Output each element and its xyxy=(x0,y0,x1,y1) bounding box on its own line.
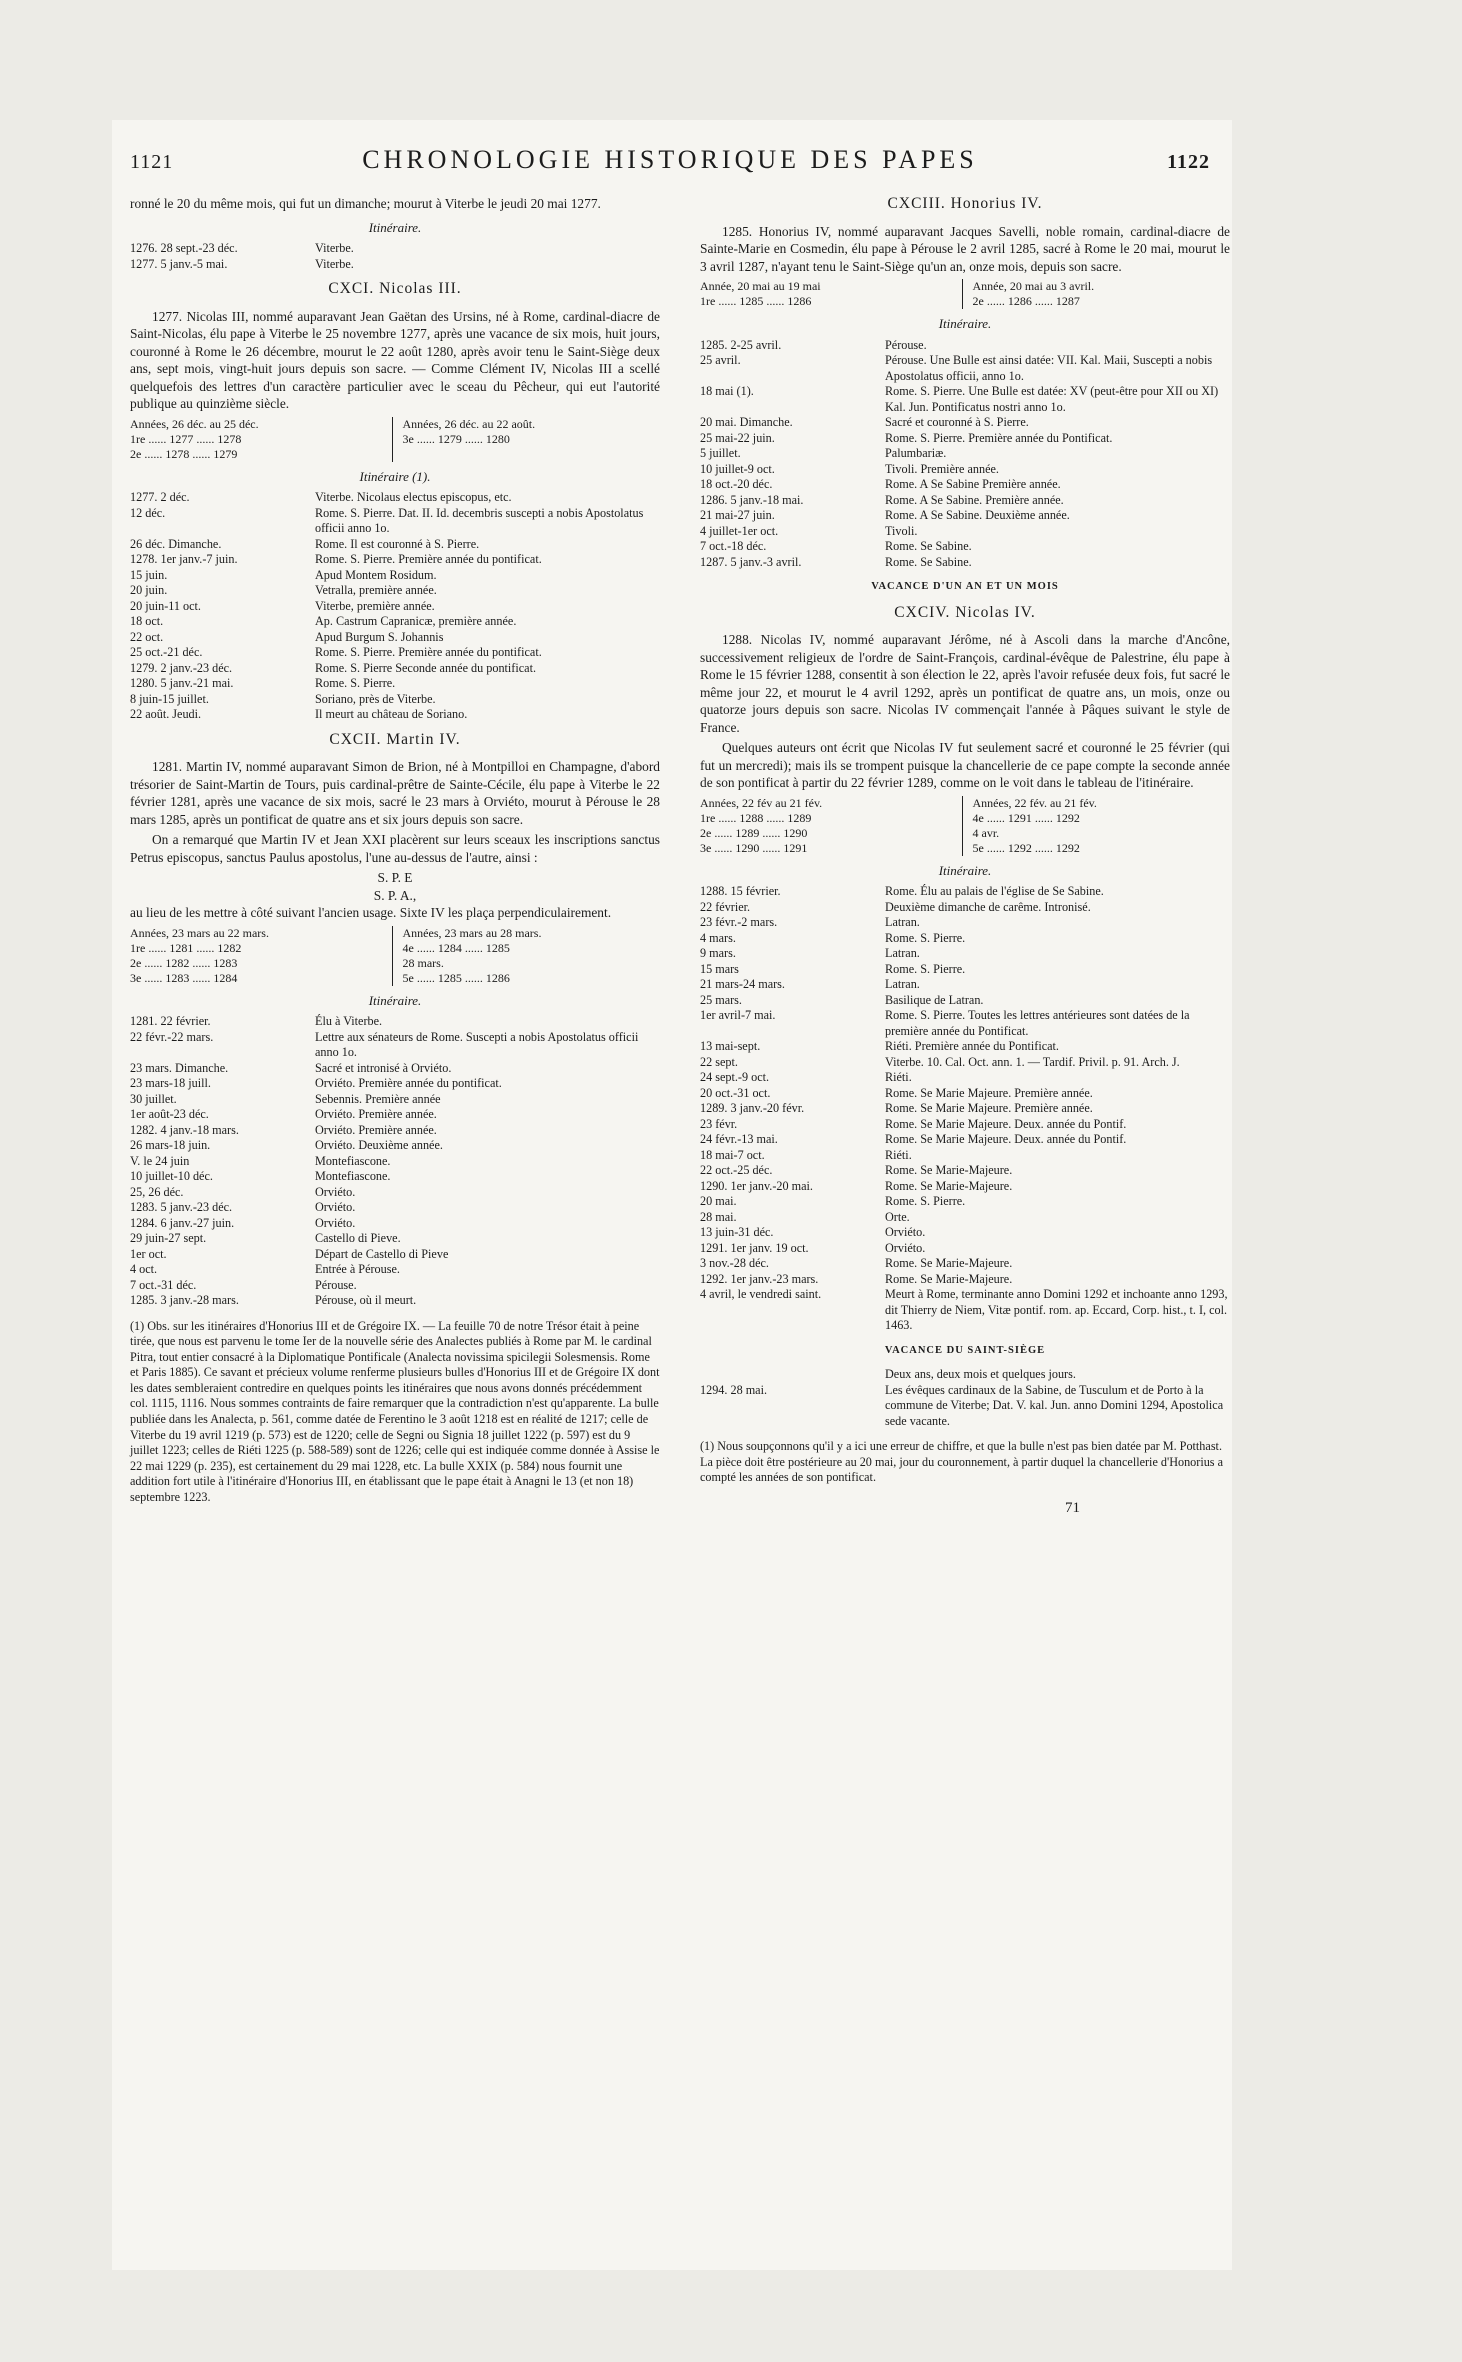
itinerary-row xyxy=(130,630,660,646)
itinerary-row xyxy=(130,1231,660,1247)
itinerary-row xyxy=(130,1262,660,1278)
seal-inscription-2: S. P. A., xyxy=(373,887,417,903)
itinerary-place: Rome. Se Sabine. xyxy=(885,539,972,553)
itinerary-date: 26 mars-18 juin. xyxy=(130,1138,211,1152)
itinerary-place: Castello di Pieve. xyxy=(315,1231,401,1245)
section-title: CXCI. Nicolas III. xyxy=(328,280,462,297)
itinerary-date: 1281. 22 février. xyxy=(130,1014,211,1028)
itinerary-row xyxy=(130,568,660,584)
itinerary-place: Palumbariæ. xyxy=(885,446,947,460)
running-title: CHRONOLOGIE HISTORIQUE DES PAPES xyxy=(362,145,978,174)
itinerary-row xyxy=(130,490,660,506)
itinerary-date: 4 oct. xyxy=(130,1262,158,1276)
years-table-row: 3e ...... 1279 ...... 1280 xyxy=(402,431,510,446)
itinerary-row xyxy=(700,931,1230,947)
itinerary-row xyxy=(130,1138,660,1154)
itinerary-place: Rome. S. Pierre. Dat. II. Id. decembris suscepti a nobis Apostolatus officii anno 1o. xyxy=(315,505,644,535)
itinerary-date: 13 juin-31 déc. xyxy=(700,1225,774,1239)
itinerary-row xyxy=(700,1055,1230,1071)
years-table-row: 1re ...... 1277 ...... 1278 xyxy=(130,431,242,446)
itinerary-date: 18 mai (1). xyxy=(700,384,754,398)
years-table-left xyxy=(700,279,963,309)
itinerary-place: Viterbe. Nicolaus electus episcopus, etc. xyxy=(315,490,512,504)
itinerary-place: Deux ans, deux mois et quelques jours. xyxy=(885,1367,1076,1381)
years-table-right xyxy=(963,796,1231,856)
itinerary-date: V. le 24 juin xyxy=(130,1153,190,1168)
itinerary-date: 1278. 1er janv.-7 juin. xyxy=(130,552,238,566)
itinerary-row xyxy=(700,1086,1230,1102)
itinerary-place: Tivoli. xyxy=(885,523,918,538)
itinerary-date: 23 mars. Dimanche. xyxy=(130,1060,229,1075)
itinerary-row xyxy=(700,539,1230,555)
itinerary-row xyxy=(700,1272,1230,1288)
itinerary-row xyxy=(130,1200,660,1216)
years-table-row: 2e ...... 1282 ...... 1283 xyxy=(130,955,238,970)
itinerary-row xyxy=(700,431,1230,447)
itinerary-list xyxy=(700,884,1230,1334)
itinerary-row xyxy=(700,1383,1230,1430)
itinerary-place: Pérouse. xyxy=(315,1277,357,1292)
itinerary-place: Rome. A Se Sabine Première année. xyxy=(885,477,1061,491)
itinerary-place: Deuxième dimanche de carême. Intronisé. xyxy=(885,899,1091,914)
itinerary-date: 20 juin-11 oct. xyxy=(130,598,201,613)
itinerary-row xyxy=(700,977,1230,993)
seal-inscription-1: S. P. E xyxy=(377,870,413,885)
years-table-row: 3e ...... 1290 ...... 1291 xyxy=(700,840,808,855)
itinerary-place: Viterbe, première année. xyxy=(315,598,435,613)
itinerary-date: 22 oct.-25 déc. xyxy=(700,1163,773,1177)
itinerary-row xyxy=(700,900,1230,916)
right-column xyxy=(700,195,1230,1517)
itinerary-row xyxy=(130,1154,660,1170)
itinerary-date: 1er avril-7 mai. xyxy=(700,1008,776,1022)
itinerary-place: Orviéto. Première année. xyxy=(315,1107,437,1121)
itinerary-row xyxy=(700,946,1230,962)
itinerary-row xyxy=(700,1039,1230,1055)
itinerary-row xyxy=(700,524,1230,540)
itinerary-row xyxy=(700,962,1230,978)
itinerary-place: Orviéto. xyxy=(315,1200,356,1214)
years-table-row: 2e ...... 1278 ...... 1279 xyxy=(130,446,238,461)
itinerary-date: 25 oct.-21 déc. xyxy=(130,645,203,659)
page-header xyxy=(130,145,1210,185)
itinerary-date: 10 juillet-10 déc. xyxy=(130,1169,213,1183)
itinerary-heading: Itinéraire. xyxy=(368,219,422,235)
itinerary-place: Rome. A Se Sabine. Première année. xyxy=(885,492,1064,507)
itinerary-place: Viterbe. xyxy=(315,241,354,255)
itinerary-row xyxy=(700,353,1230,384)
itinerary-row xyxy=(700,384,1230,415)
itinerary-date: 1277. 2 déc. xyxy=(130,490,190,504)
itinerary-date: 23 févr.-2 mars. xyxy=(700,915,778,929)
itinerary-row xyxy=(130,537,660,553)
itinerary-date: 15 juin. xyxy=(130,567,168,582)
itinerary-place: Latran. xyxy=(885,977,920,991)
itinerary-place: Rome. S. Pierre. xyxy=(885,1194,966,1208)
itinerary-place: Riéti. xyxy=(885,1070,912,1084)
itinerary-place: Rome. Se Sabine. xyxy=(885,554,972,569)
itinerary-place: Rome. S. Pierre. xyxy=(885,961,966,976)
itinerary-place: Viterbe. 10. Cal. Oct. ann. 1. — Tardif. Privil. p. 91. Arch. J. xyxy=(885,1054,1180,1069)
itinerary-place: Rome. Se Marie Majeure. Première année. xyxy=(885,1101,1093,1115)
itinerary-date: 1288. 15 février. xyxy=(700,884,781,898)
itinerary-place: Basilique de Latran. xyxy=(885,992,984,1007)
itinerary-date: 12 déc. xyxy=(130,505,166,520)
itinerary-place: Latran. xyxy=(885,946,920,960)
itinerary-row xyxy=(700,1210,1230,1226)
itinerary-place: Rome. A Se Sabine. Deuxième année. xyxy=(885,508,1070,522)
itinerary-date: 28 mai. xyxy=(700,1209,737,1224)
itinerary-place: Orviéto. xyxy=(885,1240,926,1255)
itinerary-place: Apud Montem Rosidum. xyxy=(315,567,437,582)
itinerary-row xyxy=(700,1163,1230,1179)
itinerary-place: Rome. Se Marie Majeure. Deux. année du Pontif. xyxy=(885,1116,1127,1131)
years-table-right xyxy=(963,279,1231,309)
itinerary-date: 25 mai-22 juin. xyxy=(700,430,775,445)
itinerary-date: 22 sept. xyxy=(700,1054,738,1069)
itinerary-heading: Itinéraire. xyxy=(368,992,422,1008)
itinerary-date: 20 juin. xyxy=(130,583,168,597)
years-table-row: 1re ...... 1285 ...... 1286 xyxy=(700,294,812,308)
section-paragraph: On a remarqué que Martin IV et Jean XXI placèrent sur leurs sceaux les inscriptions sanctus Petrus episcopus, sanctus Paulus apostolus, l'une au-dessus de l'autre, ainsi : xyxy=(130,832,660,865)
itinerary-row xyxy=(130,257,660,273)
page-number-left: 1121 xyxy=(130,151,174,173)
itinerary-row xyxy=(130,1076,660,1092)
itinerary-date: 1276. 28 sept.-23 déc. xyxy=(130,241,238,255)
itinerary-date: 1er oct. xyxy=(130,1246,167,1261)
vacancy-note: VACANCE D'UN AN ET UN MOIS xyxy=(871,581,1059,592)
itinerary-date: 1286. 5 janv.-18 mai. xyxy=(700,492,804,507)
itinerary-place: Orviéto. Deuxième année. xyxy=(315,1138,443,1152)
itinerary-heading: Itinéraire. xyxy=(938,862,992,878)
itinerary-place: Rome. S. Pierre. xyxy=(315,676,396,690)
footnote: (1) Obs. sur les itinéraires d'Honorius III et de Grégoire IX. — La feuille 70 de notre Trésor était à peine tirée, que nous est parvenu le tome Ier de la nouvelle série des Analectes publiés à Rome par M. le cardinal Pitra, tout entier consacré à la Diplomatique Pontificale (Analecta novissima spicilegii Solesmensis. Rome et Paris 1885). Ce savant et précieux volume renferme plusieurs bulles d'Honorius III et de Grégoire IX dont les dates sembleraient contredire en quelques points les itinéraires que nous avons donnés précédemment col. 1115, 1116. Nous sommes contraints de faire remarquer que la contradiction n'est qu'apparente. La bulle publiée dans les Analecta, p. 561, comme datée de Ferentino le 3 août 1218 est en réalité de 1217; celle de Viterbe du 19 avril 1219 (p. 573) est de 1220; celle de Segni ou Signia 18 juillet 1222 (p. 597) est du 9 juillet 1223; celles de Riéti 1225 (p. 588-589) sont de 1226; celle qui est indiquée comme donnée à Assise le 22 mai 1229 (p. 235), est certainement du 29 mai 1228, etc. La bulle XXIX (p. 584) nous fournit une addition fort utile à l'itinéraire d'Honorius III, en établissant que le pape était à Anagni le 13 (et non 18) septembre 1223. xyxy=(130,1318,660,1505)
vacancy-note: VACANCE DU SAINT-SIÈGE xyxy=(884,1344,1046,1356)
years-table xyxy=(700,279,1230,309)
itinerary-date: 1285. 2-25 avril. xyxy=(700,337,782,352)
itinerary-date: 7 oct.-18 déc. xyxy=(700,539,767,553)
itinerary-date: 26 déc. Dimanche. xyxy=(130,536,222,551)
years-table-head: Années, 26 déc. au 25 déc. xyxy=(130,416,259,431)
years-table-row: 1re ...... 1288 ...... 1289 xyxy=(700,810,812,825)
section-title: CXCII. Martin IV. xyxy=(329,730,461,748)
itinerary-place: Montefiascone. xyxy=(315,1153,391,1168)
itinerary-row xyxy=(700,1132,1230,1148)
page-number-right: 1122 xyxy=(1167,151,1210,173)
itinerary-row xyxy=(700,1241,1230,1257)
years-table-head: Années, 23 mars au 22 mars. xyxy=(130,925,269,940)
itinerary-row xyxy=(130,1030,660,1061)
signature-marker: 71 xyxy=(1065,1499,1080,1516)
itinerary-place: Rome. S. Pierre. Première année du pontificat. xyxy=(315,645,542,659)
itinerary-date: 18 mai-7 oct. xyxy=(700,1147,765,1162)
itinerary-date: 21 mars-24 mars. xyxy=(700,977,785,991)
itinerary-place: Soriano, près de Viterbe. xyxy=(315,691,436,706)
itinerary-list xyxy=(700,338,1230,571)
itinerary-row xyxy=(130,1123,660,1139)
years-table-row: 28 mars. xyxy=(402,955,444,970)
itinerary-row xyxy=(700,915,1230,931)
itinerary-date: 1285. 3 janv.-28 mars. xyxy=(130,1293,239,1307)
section-paragraph: 1281. Martin IV, nommé auparavant Simon de Brion, né à Montpilloi en Champagne, d'abord trésorier de Saint-Martin de Tours, puis cardinal-prêtre de Sainte-Cécile, élu pape à Viterbe le 22 février 1281, après une vacance de six mois, sacré le 23 mars à Orviéto, mourut à Pérouse le 28 mars 1285, après un pontificat de quatre ans et six jours depuis son sacre. xyxy=(130,759,660,827)
itinerary-row xyxy=(700,1194,1230,1210)
years-table xyxy=(130,417,660,462)
itinerary-row xyxy=(130,1185,660,1201)
itinerary-heading: Itinéraire (1). xyxy=(359,468,431,484)
itinerary-row xyxy=(130,1278,660,1294)
itinerary-date xyxy=(700,1367,885,1383)
itinerary-date: 20 mai. xyxy=(700,1194,737,1208)
itinerary-date: 1er août-23 déc. xyxy=(130,1107,209,1121)
itinerary-date: 20 oct.-31 oct. xyxy=(700,1085,771,1100)
section-title: CXCIV. Nicolas IV. xyxy=(894,603,1036,621)
itinerary-row xyxy=(700,1287,1230,1334)
itinerary-date: 25, 26 déc. xyxy=(130,1184,184,1199)
itinerary-row xyxy=(130,1014,660,1030)
itinerary-row xyxy=(700,555,1230,571)
itinerary-date: 1292. 1er janv.-23 mars. xyxy=(700,1271,819,1286)
itinerary-date: 4 juillet-1er oct. xyxy=(700,523,779,538)
itinerary-row xyxy=(130,645,660,661)
itinerary-row xyxy=(130,1107,660,1123)
itinerary-date: 1277. 5 janv.-5 mai. xyxy=(130,256,228,271)
years-table-row: 5e ...... 1285 ...... 1286 xyxy=(402,970,510,985)
itinerary-place: Rome. S. Pierre Seconde année du pontificat. xyxy=(315,660,537,675)
intro-paragraph: ronné le 20 du même mois, qui fut un dimanche; mourut à Viterbe le jeudi 20 mai 1277. xyxy=(130,196,601,211)
itinerary-row xyxy=(700,1367,1230,1383)
itinerary-row xyxy=(700,1117,1230,1133)
itinerary-date: 18 oct. xyxy=(130,614,164,628)
itinerary-row xyxy=(130,707,660,723)
itinerary-list xyxy=(130,490,660,723)
left-column xyxy=(130,195,660,1506)
years-table-row: 2e ...... 1289 ...... 1290 xyxy=(700,825,808,840)
itinerary-place: Orviéto. Première année du pontificat. xyxy=(315,1076,502,1090)
itinerary-date: 3 nov.-28 déc. xyxy=(700,1256,769,1270)
itinerary-row xyxy=(130,599,660,615)
itinerary-date: 10 juillet-9 oct. xyxy=(700,461,775,476)
itinerary-row xyxy=(130,583,660,599)
years-table-row: 4e ...... 1291 ...... 1292 xyxy=(972,810,1080,825)
years-table-row: 4e ...... 1284 ...... 1285 xyxy=(402,940,510,955)
itinerary-place: Départ de Castello di Pieve xyxy=(315,1246,449,1261)
footnote: (1) Nous soupçonnons qu'il y a ici une erreur de chiffre, et que la bulle n'est pas bien datée par M. Potthast. La pièce doit être postérieure au 20 mai, jour du couronnement, à partir duquel la chancellerie d'Honorius a compté les années de son pontificat. xyxy=(700,1439,1224,1485)
itinerary-date: 1280. 5 janv.-21 mai. xyxy=(130,676,234,690)
itinerary-row xyxy=(700,338,1230,354)
itinerary-place: Montefiascone. xyxy=(315,1169,391,1183)
itinerary-place: Ap. Castrum Capranicæ, première année. xyxy=(315,614,517,628)
itinerary-place: Rome. Se Marie-Majeure. xyxy=(885,1271,1013,1286)
itinerary-date: 5 juillet. xyxy=(700,446,741,460)
itinerary-place: Élu à Viterbe. xyxy=(315,1014,383,1028)
itinerary-place: Rome. S. Pierre. Première année du pontificat. xyxy=(315,552,542,566)
itinerary-row xyxy=(130,1092,660,1108)
itinerary-place: Rome. S. Pierre. Toutes les lettres antérieures sont datées de la première année du Pontificat. xyxy=(885,1008,1190,1038)
itinerary-date: 15 mars xyxy=(700,961,739,976)
itinerary-date: 13 mai-sept. xyxy=(700,1039,761,1053)
section-paragraph: Quelques auteurs ont écrit que Nicolas IV fut seulement sacré et couronné le 25 février (qui fut un mercredi); mais ils se trompent puisque la chancellerie de ce pape compte la seconde année de son pontificat à partir du 22 février 1289, comme on le voit dans le tableau de l'itinéraire. xyxy=(700,740,1230,790)
itinerary-date: 23 févr. xyxy=(700,1116,738,1131)
years-table-left xyxy=(130,417,393,462)
itinerary-date: 20 mai. Dimanche. xyxy=(700,415,793,429)
itinerary-date: 18 oct.-20 déc. xyxy=(700,477,773,491)
years-table xyxy=(700,796,1230,856)
itinerary-place: Rome. Se Marie Majeure. Première année. xyxy=(885,1085,1093,1100)
itinerary-place: Il meurt au château de Soriano. xyxy=(315,707,468,721)
section-paragraph: 1288. Nicolas IV, nommé auparavant Jérôme, né à Ascoli dans la marche d'Ancône, successivement religieux de l'ordre de Saint-François, cardinal-évêque de Palestrine, élu pape à Rome le 15 février 1288, consentit à son élection le 22, après l'avoir refusée deux fois, fut sacré le même jour 22, et mourut le 4 avril 1292, après un pontificat de quatre ans, un mois, onze ou quatorze jours depuis son sacre. Nicolas IV commençait l'année à Pâques suivant le style de France. xyxy=(700,632,1230,735)
itinerary-date: 24 sept.-9 oct. xyxy=(700,1070,770,1084)
itinerary-place: Rome. Se Marie-Majeure. xyxy=(885,1256,1013,1270)
itinerary-place: Orviéto. xyxy=(315,1184,356,1199)
itinerary-date: 1282. 4 janv.-18 mars. xyxy=(130,1122,239,1137)
itinerary-place: Meurt à Rome, terminante anno Domini 1292 et inchoante anno 1293, dit Thierry de Niem, Vitæ pontif. rom. ap. Eccard, Corp. hist., t. I, col. 1463. xyxy=(885,1287,1228,1332)
years-table-row: 3e ...... 1283 ...... 1284 xyxy=(130,970,238,985)
section-paragraph: 1277. Nicolas III, nommé auparavant Jean Gaëtan des Ursins, né à Rome, cardinal-diacre de Saint-Nicolas, élu pape à Viterbe le 25 novembre 1277, après une vacance de six mois, huit jours, couronné à Rome le 26 décembre, mourut le 22 août 1280, après avoir tenu le Saint-Siège deux ans, sept mois, vingt-huit jours depuis son sacre. — Comme Clément IV, Nicolas III a scellé quelquefois des lettres d'un caractère particulier avec le sceau du Pêcheur, qui eut l'autorité publique au quinzième siècle. xyxy=(130,308,660,411)
itinerary-row xyxy=(700,1070,1230,1086)
itinerary-list xyxy=(700,1367,1230,1429)
itinerary-place: Les évêques cardinaux de la Sabine, de Tusculum et de Porto à la commune de Viterbe; Dat. V. kal. Jun. anno Domini 1294, Apostolica sede vacante. xyxy=(885,1382,1224,1428)
itinerary-place: Sebennis. Première année xyxy=(315,1091,441,1106)
years-table-head: Années, 26 déc. au 22 août. xyxy=(402,416,536,431)
itinerary-date: 4 avril, le vendredi saint. xyxy=(700,1287,822,1301)
section-title: CXCIII. Honorius IV. xyxy=(887,195,1043,212)
itinerary-row xyxy=(130,692,660,708)
itinerary-row xyxy=(700,1148,1230,1164)
itinerary-row xyxy=(130,1247,660,1263)
itinerary-row xyxy=(700,446,1230,462)
itinerary-date: 22 août. Jeudi. xyxy=(130,707,202,721)
itinerary-place: Rome. Se Marie-Majeure. xyxy=(885,1178,1013,1193)
itinerary-row xyxy=(130,552,660,568)
itinerary-place: Orviéto. xyxy=(885,1225,926,1239)
itinerary-row xyxy=(130,1216,660,1232)
itinerary-place: Viterbe. xyxy=(315,256,354,271)
itinerary-place: Riéti. Première année du Pontificat. xyxy=(885,1039,1059,1053)
itinerary-date: 1289. 3 janv.-20 févr. xyxy=(700,1101,805,1115)
years-table-row: 2e ...... 1286 ...... 1287 xyxy=(972,294,1080,308)
itinerary-row xyxy=(700,493,1230,509)
itinerary-place: Entrée à Pérouse. xyxy=(315,1262,400,1276)
itinerary-place: Latran. xyxy=(885,915,920,929)
itinerary-row xyxy=(700,477,1230,493)
itinerary-date: 29 juin-27 sept. xyxy=(130,1231,207,1245)
years-table-head: Année, 20 mai au 19 mai xyxy=(700,279,821,293)
years-table-row: 4 avr. xyxy=(972,825,1000,840)
itinerary-place: Apud Burgum S. Johannis xyxy=(315,629,444,644)
itinerary-date: 1279. 2 janv.-23 déc. xyxy=(130,660,233,675)
itinerary-row xyxy=(130,1061,660,1077)
itinerary-place: Vetralla, première année. xyxy=(315,583,437,597)
itinerary-date: 7 oct.-31 déc. xyxy=(130,1277,197,1292)
itinerary-place: Rome. Se Marie-Majeure. xyxy=(885,1163,1013,1177)
years-table-head: Années, 22 fév. au 21 fév. xyxy=(972,795,1097,810)
years-table xyxy=(130,926,660,986)
itinerary-row xyxy=(130,661,660,677)
itinerary-date: 4 mars. xyxy=(700,930,736,945)
itinerary-place: Rome. S. Pierre. Première année du Pontificat. xyxy=(885,430,1113,445)
itinerary-date: 1291. 1er janv. 19 oct. xyxy=(700,1240,809,1255)
itinerary-row xyxy=(130,506,660,537)
years-table-row: 5e ...... 1292 ...... 1292 xyxy=(972,840,1080,855)
itinerary-place: Tivoli. Première année. xyxy=(885,461,999,476)
section-paragraph: 1285. Honorius IV, nommé auparavant Jacques Savelli, noble romain, cardinal-diacre de Sainte-Marie en Cosmedin, élu pape à Pérouse le 2 avril 1285, sacré à Rome le 20 mai, mourut le 3 avril 1287, n'ayant tenu le Saint-Siège qu'un an, onze mois, depuis son sacre. xyxy=(700,223,1230,274)
itinerary-place: Orte. xyxy=(885,1209,910,1224)
itinerary-date: 8 juin-15 juillet. xyxy=(130,691,209,706)
itinerary-date: 1290. 1er janv.-20 mai. xyxy=(700,1178,813,1193)
itinerary-row xyxy=(130,1293,660,1309)
itinerary-place: Rome. Il est couronné à S. Pierre. xyxy=(315,536,480,551)
itinerary-row xyxy=(700,508,1230,524)
itinerary-place: Sacré et couronné à S. Pierre. xyxy=(885,415,1029,429)
itinerary-date: 1287. 5 janv.-3 avril. xyxy=(700,554,802,569)
itinerary-place: Rome. S. Pierre. Une Bulle est datée: XV (peut-être pour XII ou XI) Kal. Jun. Pontificatus nostri anno 1o. xyxy=(885,384,1219,414)
itinerary-date: 22 févr.-22 mars. xyxy=(130,1029,214,1044)
itinerary-row xyxy=(130,1169,660,1185)
itinerary-row xyxy=(130,676,660,692)
itinerary-place: Orviéto. Première année. xyxy=(315,1122,437,1137)
itinerary-row xyxy=(700,1256,1230,1272)
itinerary-date: 22 février. xyxy=(700,899,751,914)
itinerary-date: 21 mai-27 juin. xyxy=(700,508,775,522)
itinerary-heading: Itinéraire. xyxy=(938,316,992,331)
itinerary-place: Rome. S. Pierre. xyxy=(885,930,966,945)
itinerary-list xyxy=(130,241,660,272)
itinerary-row xyxy=(130,614,660,630)
section-paragraph: au lieu de les mettre à côté suivant l'ancien usage. Sixte IV les plaça perpendiculairement. xyxy=(130,905,612,920)
itinerary-date: 9 mars. xyxy=(700,946,736,960)
itinerary-place: Lettre aux sénateurs de Rome. Suscepti a nobis Apostolatus officii anno 1o. xyxy=(315,1029,639,1059)
itinerary-date: 1283. 5 janv.-23 déc. xyxy=(130,1200,233,1214)
itinerary-row xyxy=(700,415,1230,431)
itinerary-list xyxy=(130,1014,660,1309)
itinerary-place: Orviéto. xyxy=(315,1215,356,1230)
itinerary-place: Rome. Élu au palais de l'église de Se Sabine. xyxy=(885,884,1104,898)
itinerary-row xyxy=(700,1225,1230,1241)
itinerary-date: 24 févr.-13 mai. xyxy=(700,1132,778,1146)
years-table-head: Années, 23 mars au 28 mars. xyxy=(402,925,542,940)
years-table-head: Années, 22 fév au 21 fév. xyxy=(700,795,823,810)
itinerary-place: Riéti. xyxy=(885,1147,912,1162)
itinerary-row xyxy=(700,884,1230,900)
itinerary-row xyxy=(700,993,1230,1009)
itinerary-row xyxy=(130,241,660,257)
itinerary-date: 30 juillet. xyxy=(130,1091,177,1106)
itinerary-place: Pérouse, où il meurt. xyxy=(315,1293,417,1307)
years-table-head: Année, 20 mai au 3 avril. xyxy=(972,279,1095,293)
years-table-left xyxy=(130,926,393,986)
years-table-left xyxy=(700,796,963,856)
itinerary-date: 25 mars. xyxy=(700,992,742,1007)
itinerary-place: Pérouse. xyxy=(885,337,927,352)
itinerary-place: Rome. Se Marie Majeure. Deux. année du Pontif. xyxy=(885,1132,1127,1146)
itinerary-row xyxy=(700,462,1230,478)
itinerary-row xyxy=(700,1179,1230,1195)
years-table-row: 1re ...... 1281 ...... 1282 xyxy=(130,940,242,955)
itinerary-date: 1294. 28 mai. xyxy=(700,1382,768,1397)
years-table-right xyxy=(393,417,661,462)
itinerary-date: 1284. 6 janv.-27 juin. xyxy=(130,1215,235,1230)
itinerary-place: Pérouse. Une Bulle est ainsi datée: VII. Kal. Maii, Suscepti a nobis Apostolatus officii, anno 1o. xyxy=(885,353,1213,383)
itinerary-date: 25 avril. xyxy=(700,353,741,367)
itinerary-date: 23 mars-18 juill. xyxy=(130,1076,211,1090)
itinerary-row xyxy=(700,1101,1230,1117)
itinerary-date: 22 oct. xyxy=(130,629,164,644)
years-table-right xyxy=(393,926,661,986)
itinerary-place: Sacré et intronisé à Orviéto. xyxy=(315,1060,452,1075)
itinerary-row xyxy=(700,1008,1230,1039)
